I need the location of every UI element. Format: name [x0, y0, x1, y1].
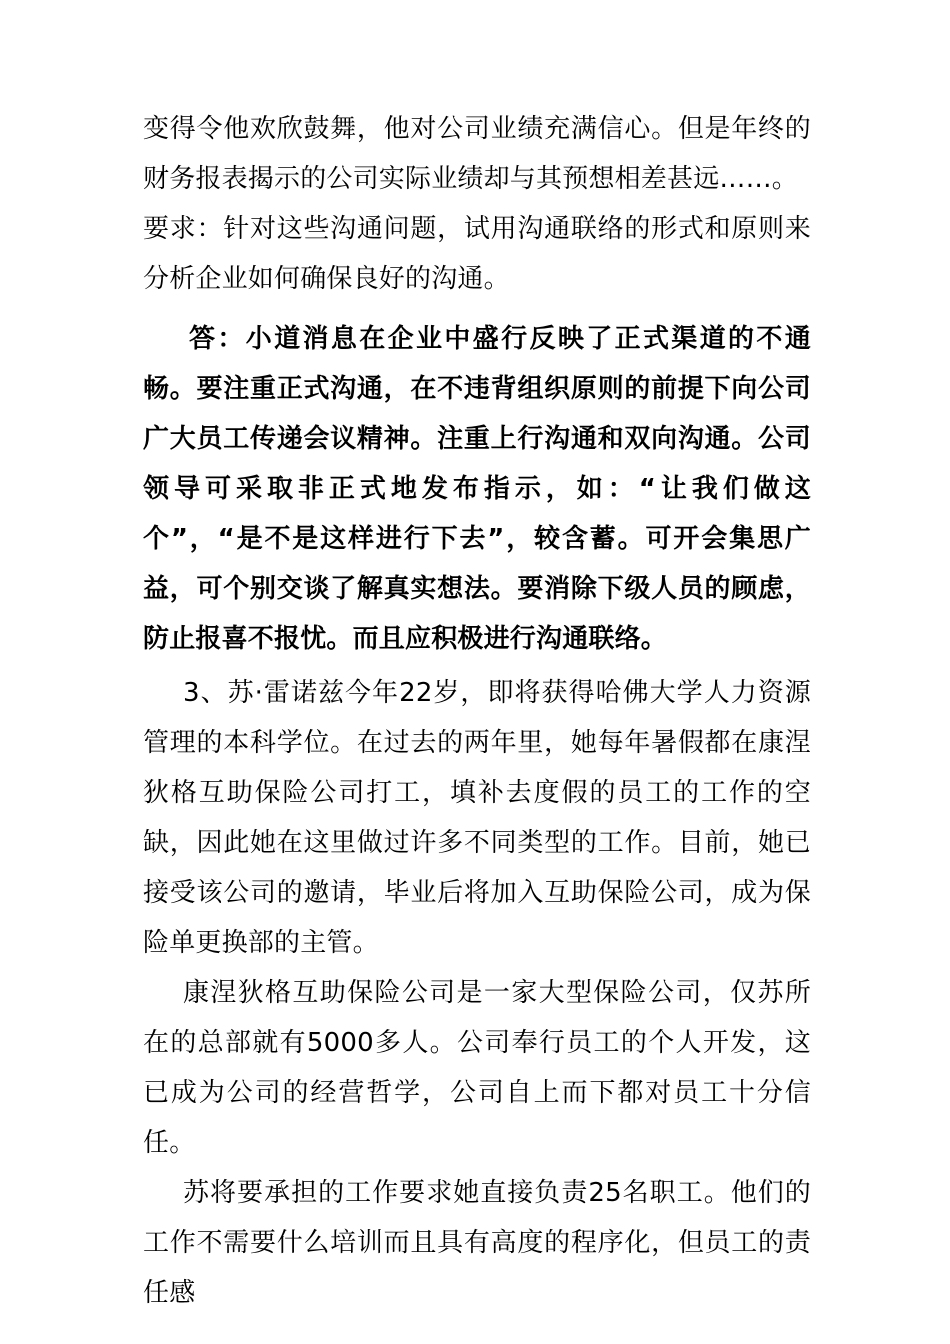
paragraph-requirement: 要求：针对这些沟通问题，试用沟通联络的形式和原则来分析企业如何确保良好的沟通。	[143, 214, 811, 294]
paragraph-company-description: 康涅狄格互助保险公司是一家大型保险公司，仅苏所在的总部就有5000多人。公司奉行员工的个人开发，这已成为公司的经营哲学，公司自上而下都对员工十分信任。	[143, 978, 811, 1158]
paragraph-job-description: 苏将要承担的工作要求她直接负责25名职工。他们的工作不需要什么培训而且具有高度的程序化，但员工的责任感	[143, 1178, 811, 1308]
document-page	[143, 104, 811, 1318]
paragraph-case-ending: 变得令他欢欣鼓舞，他对公司业绩充满信心。但是年终的财务报表揭示的公司实际业绩却与其预想相差甚远……。	[143, 114, 811, 194]
paragraph-answer: 答：小道消息在企业中盛行反映了正式渠道的不通畅。要注重正式沟通，在不违背组织原则的前提下向公司广大员工传递会议精神。注重上行沟通和双向沟通。公司领导可采取非正式地发布指示，如：“让我们做这个”，“是不是这样进行下去”，较含蓄。可开会集思广益，可个别交谈了解真实想法。要消除下级人员的顾虑，防止报喜不报忧。而且应积极进行沟通联络。	[143, 324, 811, 654]
paragraph-case-3-intro: 3、苏·雷诺兹今年22岁，即将获得哈佛大学人力资源管理的本科学位。在过去的两年里，她每年暑假都在康涅狄格互助保险公司打工，填补去度假的员工的工作的空缺，因此她在这里做过许多不同类型的工作。目前，她已接受该公司的邀请，毕业后将加入互助保险公司，成为保险单更换部的主管。	[143, 678, 811, 958]
